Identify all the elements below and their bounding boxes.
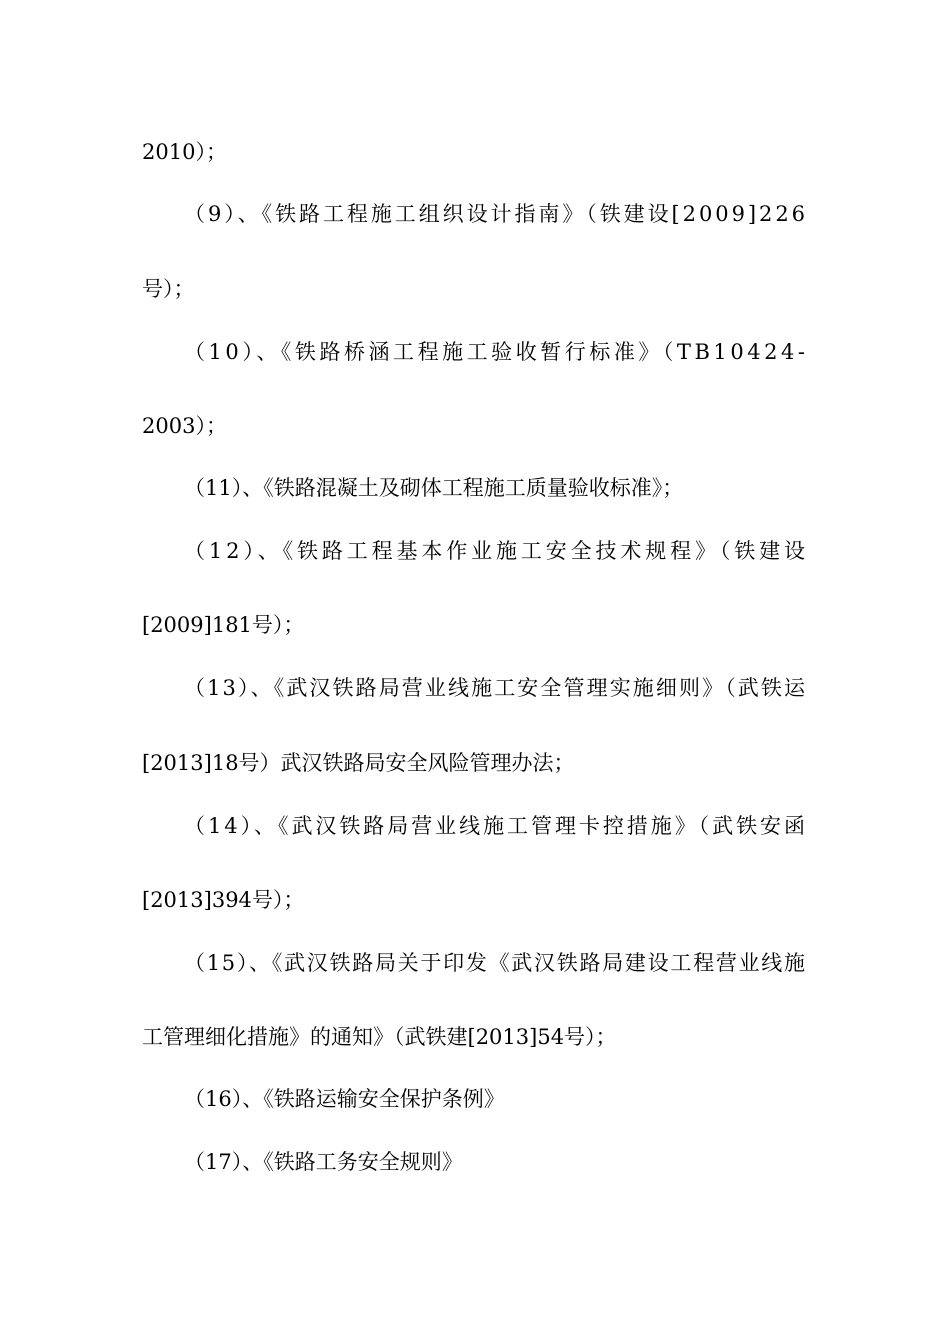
line-text: （16）、《铁路运输安全保护条例》 xyxy=(184,1087,505,1111)
text-line xyxy=(0,748,950,778)
text-line xyxy=(0,1022,950,1052)
line-text: （13）、《武汉铁路局营业线施工安全管理实施细则》（武铁运 xyxy=(184,676,808,700)
text-line xyxy=(0,536,950,566)
line-text: [2013]18号）武汉铁路局安全风险管理办法； xyxy=(142,751,575,775)
line-text: （17）、《铁路工务安全规则》 xyxy=(184,1150,463,1174)
text-line xyxy=(0,948,950,978)
text-line xyxy=(0,137,950,167)
text-line xyxy=(0,811,950,841)
text-line xyxy=(0,337,950,367)
line-text: （12）、《铁路工程基本作业施工安全技术规程》（铁建设 xyxy=(184,539,809,563)
line-text: 号）； xyxy=(142,277,195,301)
line-text: （14）、《武汉铁路局营业线施工管理卡控措施》（武铁安函 xyxy=(184,814,808,838)
text-line xyxy=(0,673,950,703)
line-text: （15）、《武汉铁路局关于印发《武汉铁路局建设工程营业线施 xyxy=(184,951,807,975)
text-line xyxy=(0,274,950,304)
line-text: （9）、《铁路工程施工组织设计指南》（铁建设[2009]226 xyxy=(184,202,808,226)
line-text: 2010）； xyxy=(142,140,227,164)
text-line xyxy=(0,610,950,640)
line-text: [2013]394号）； xyxy=(142,888,305,912)
text-line xyxy=(0,1147,950,1177)
text-line xyxy=(0,411,950,441)
line-text: [2009]181号）； xyxy=(142,613,305,637)
line-text: （11）、《铁路混凝土及砌体工程施工质量验收标准》； xyxy=(184,476,684,500)
line-text: 工管理细化措施》的通知》（武铁建[2013]54号）； xyxy=(142,1025,617,1049)
line-text: （10）、《铁路桥涵工程施工验收暂行标准》（TB10424- xyxy=(184,340,809,364)
line-text: 2003）； xyxy=(142,414,227,438)
text-line xyxy=(0,473,950,503)
text-line xyxy=(0,199,950,229)
text-line xyxy=(0,1084,950,1114)
text-line xyxy=(0,885,950,915)
